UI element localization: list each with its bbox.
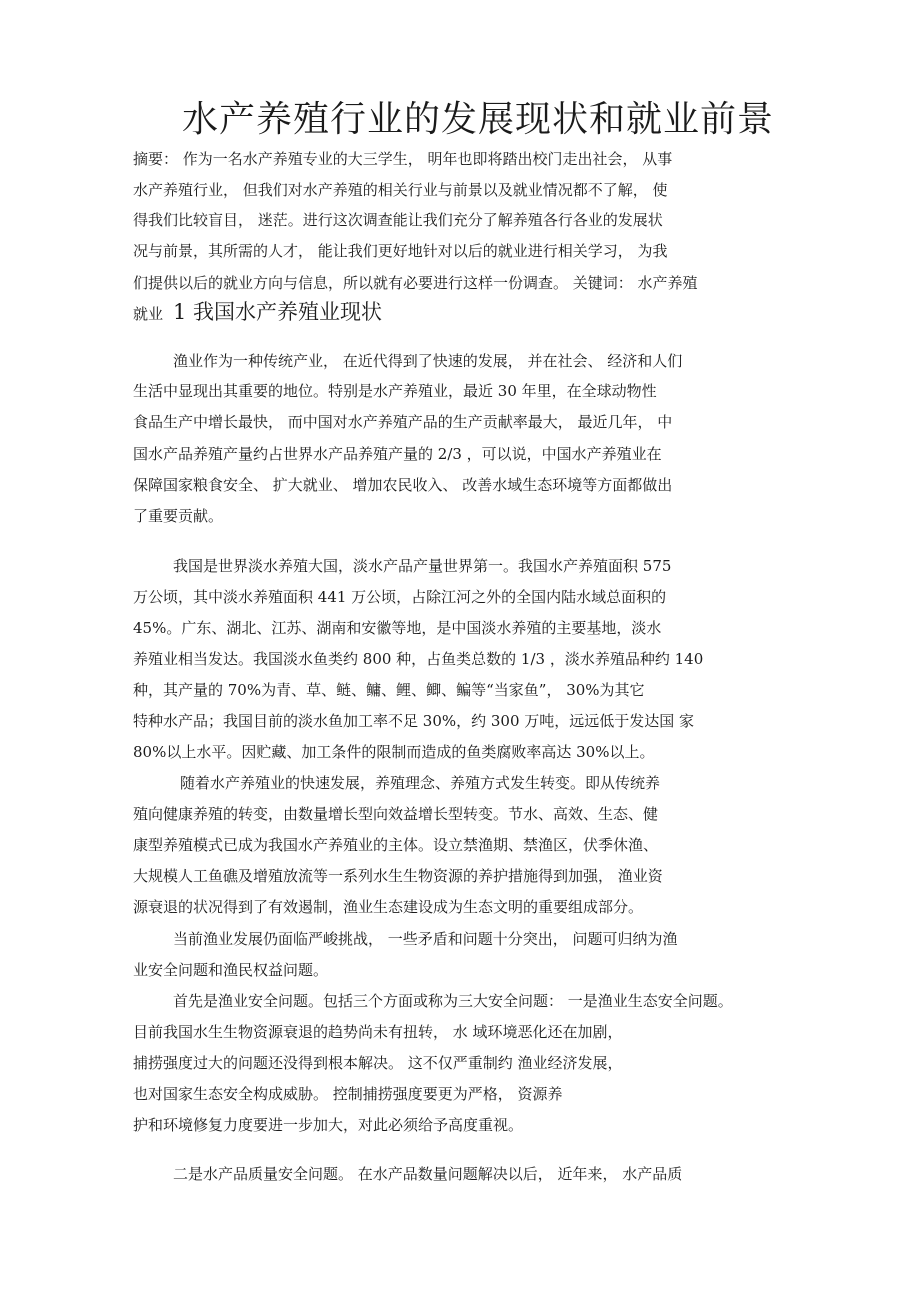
abstract-line: 摘要： 作为一名水产养殖专业的大三学生， 明年也即将踏出校门走出社会， 从事 [133,150,673,168]
paragraph-line: 食品生产中增长最快， 而中国对水产养殖产品的生产贡献率最大， 最近几年， 中 [133,413,673,431]
section-heading: 1 我国水产养殖业现状 [173,300,383,324]
abstract-line: 况与前景，其所需的人才， 能让我们更好地针对以后的就业进行相关学习， 为我 [133,242,668,260]
abstract-line: 得我们比较盲目， 迷茫。进行这次调查能让我们充分了解养殖各行各业的发展状 [133,211,663,229]
paragraph-line: 殖向健康养殖的转变，由数量增长型向效益增长型转变。节水、高效、生态、健 [133,805,659,823]
paragraph-line: 当前渔业发展仍面临严峻挑战， 一些矛盾和问题十分突出， 问题可归纳为渔 [173,930,678,948]
abstract-line: 就业 [133,305,164,323]
paragraph-line: 我国是世界淡水养殖大国，淡水产品产量世界第一。我国水产养殖面积 575 [173,557,672,575]
paragraph-line: 二是水产品质量安全问题。 在水产品数量问题解决以后， 近年来， 水产品质 [173,1165,683,1183]
paragraph-line: 养殖业相当发达。我国淡水鱼类约 800 种，占鱼类总数的 1/3 ，淡水养殖品种约 140 [133,650,704,668]
paragraph-line: 康型养殖模式已成为我国水产养殖业的主体。设立禁渔期、禁渔区，伏季休渔、 [133,836,659,854]
paragraph-line: 大规模人工鱼礁及增殖放流等一系列水生生物资源的养护措施得到加强， 渔业资 [133,867,663,885]
abstract-line: 们提供以后的就业方向与信息，所以就有必要进行这样一份调查。 关键词： 水产养殖 [133,274,698,292]
paragraph-line: 捕捞强度过大的问题还没得到根本解决。 这不仅严重制约 渔业经济发展， [133,1054,623,1072]
paragraph-line: 万公顷，其中淡水养殖面积 441 万公顷，占除江河之外的全国内陆水域总面积的 [133,588,667,606]
paragraph-line: 生活中显现出其重要的地位。特别是水产养殖业，最近 30 年里，在全球动物性 [133,382,657,400]
paragraph-line: 护和环境修复力度要进一步加大，对此必须给予高度重视。 [133,1116,524,1134]
paragraph-line: 目前我国水生生物资源衰退的趋势尚未有扭转， 水 域环境恶化还在加剧， [133,1023,623,1041]
paragraph-line: 特种水产品；我国目前的淡水鱼加工率不足 30%，约 300 万吨，远远低于发达国 家 [133,712,695,730]
paragraph-line: 80%以上水平。因贮藏、加工条件的限制而造成的鱼类腐败率高达 30%以上。 [133,743,655,761]
abstract-line: 水产养殖行业， 但我们对水产养殖的相关行业与前景以及就业情况都不了解， 使 [133,181,668,199]
paragraph-line: 保障国家粮食安全、 扩大就业、 增加农民收入、 改善水域生态环境等方面都做出 [133,476,673,494]
paragraph-line: 了重要贡献。 [133,507,224,525]
paragraph-line: 国水产品养殖产量约占世界水产品养殖产量的 2/3 ，可以说，中国水产养殖业在 [133,445,662,463]
paragraph-line: 首先是渔业安全问题。包括三个方面或称为三大安全问题： 一是渔业生态安全问题。 [173,992,733,1010]
paragraph-line: 随着水产养殖业的快速发展，养殖理念、养殖方式发生转变。即从传统养 [180,774,661,792]
paragraph-line: 业安全问题和渔民权益问题。 [133,961,329,979]
document-title: 水产养殖行业的发展现状和就业前景 [182,99,775,140]
paragraph-line: 也对国家生态安全构成威胁。 控制捕捞强度要更为严格， 资源养 [133,1085,563,1103]
paragraph-line: 45%。广东、湖北、江苏、湖南和安徽等地，是中国淡水养殖的主要基地，淡水 [133,619,662,637]
paragraph-line: 渔业作为一种传统产业， 在近代得到了快速的发展， 并在社会、 经济和人们 [173,352,683,370]
paragraph-line: 源衰退的状况得到了有效遏制，渔业生态建设成为生态文明的重要组成部分。 [133,898,644,916]
paragraph-line: 种，其产量的 70%为青、草、鲢、鳙、鲤、鲫、鳊等“当家鱼”， 30%为其它 [133,681,645,699]
